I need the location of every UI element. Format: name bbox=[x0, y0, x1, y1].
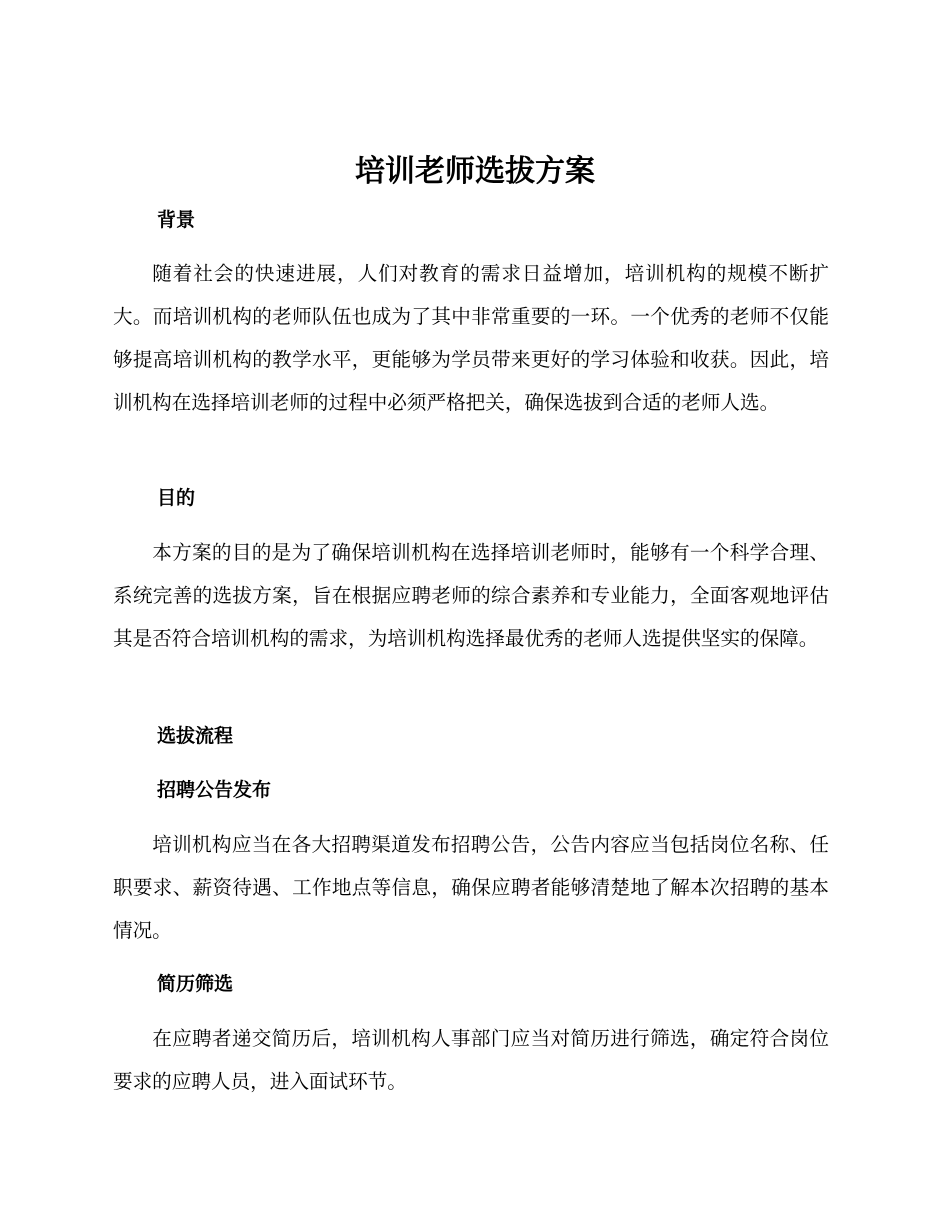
subsection-heading-announcement: 招聘公告发布 bbox=[157, 779, 272, 801]
paragraph-background: 随着社会的快速进展，人们对教育的需求日益增加，培训机构的规模不断扩大。而培训机构的老师队伍也成为了其中非常重要的一环。一个优秀的老师不仅能够提高培训机构的教学水平，更能够为学员带来更好的学习体验和收获。因此，培训机构在选择培训老师的过程中必须严格把关，确保选拔到合适的老师人选。 bbox=[113, 262, 829, 414]
paragraph-announcement: 培训机构应当在各大招聘渠道发布招聘公告，公告内容应当包括岗位名称、任职要求、薪资待遇、工作地点等信息，确保应聘者能够清楚地了解本次招聘的基本情况。 bbox=[113, 833, 829, 942]
section-heading-purpose: 目的 bbox=[157, 487, 196, 509]
subsection-heading-screening: 简历筛选 bbox=[157, 973, 234, 995]
section-heading-process: 选拔流程 bbox=[157, 725, 234, 747]
document-title: 培训老师选拔方案 bbox=[355, 154, 595, 189]
section-heading-background: 背景 bbox=[157, 209, 196, 231]
paragraph-purpose: 本方案的目的是为了确保培训机构在选择培训老师时，能够有一个科学合理、系统完善的选拔方案，旨在根据应聘老师的综合素养和专业能力，全面客观地评估其是否符合培训机构的需求，为培训机构选择最优秀的老师人选提供坚实的保障。 bbox=[113, 541, 829, 650]
paragraph-screening: 在应聘者递交简历后，培训机构人事部门应当对简历进行筛选，确定符合岗位要求的应聘人员，进入面试环节。 bbox=[113, 1027, 829, 1093]
